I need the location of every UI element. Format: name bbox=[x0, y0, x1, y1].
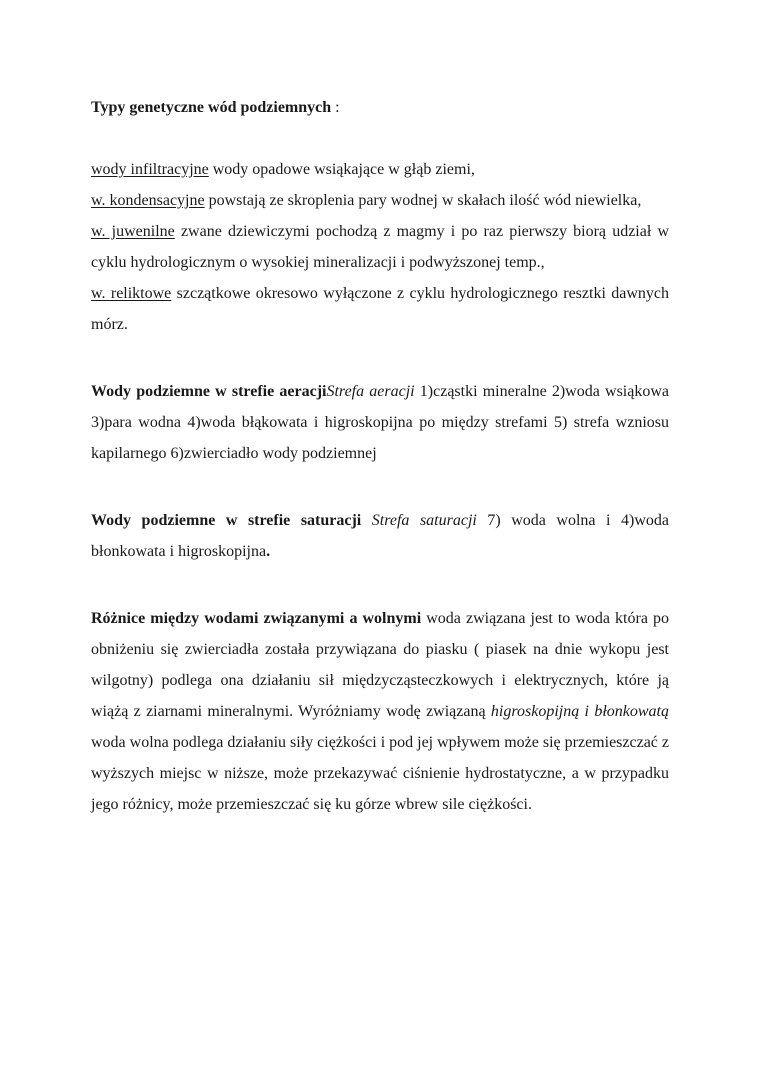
type-desc: powstają ze skroplenia pary wodnej w skałach ilość wód niewielka, bbox=[204, 192, 642, 209]
section-heading bbox=[91, 92, 669, 123]
heading-title: Typy genetyczne wód podziemnych bbox=[91, 99, 332, 116]
type-desc: zwane dziewiczymi pochodzą z magmy i po raz pierwszy biorą udział w cyklu hydrologicznym o wysokiej mineralizacji i podwyższonej temp., bbox=[91, 223, 670, 271]
saturation-heading: Wody podziemne w strefie saturacji bbox=[91, 512, 362, 529]
saturation-paragraph bbox=[91, 505, 669, 567]
saturation-end: . bbox=[266, 543, 271, 560]
spacer bbox=[91, 340, 669, 376]
differences-heading: Różnice między wodami związanymi a wolnymi bbox=[91, 610, 422, 627]
type-term: wody infiltracyjne bbox=[91, 161, 209, 178]
differences-text-2: woda wolna podlega działaniu siły ciężkości i pod jej wpływem może się przemieszczać z wyższych miejsc w niższe, może przekazywać ciśnienie hydrostatyczne, a w przypadku jego różnicy, może przemieszczać się ku górze wbrew sile ciężkości. bbox=[91, 734, 670, 813]
genetic-types-list bbox=[91, 154, 669, 340]
spacer bbox=[91, 123, 669, 154]
type-desc: wody opadowe wsiąkające w głąb ziemi, bbox=[208, 161, 475, 178]
aeration-text: 1)cząstki mineralne 2)woda wsiąkowa 3)para wodna 4)woda błąkowata i higroskopijna po między strefami 5) strefa wzniosu kapilarnego 6)zwierciadło wody podziemnej bbox=[91, 383, 670, 462]
differences-italic: higroskopijną i błonkowatą bbox=[490, 703, 669, 720]
saturation-zone-label: Strefa saturacji bbox=[371, 512, 477, 529]
document-page bbox=[91, 92, 669, 820]
saturation-text: 7) woda wolna i 4)woda błonkowata i higroskopijna bbox=[91, 512, 669, 560]
heading-suffix: : bbox=[331, 99, 340, 116]
type-term: w. reliktowe bbox=[91, 285, 172, 302]
type-term: w. juwenilne bbox=[91, 223, 175, 240]
aeration-paragraph bbox=[91, 376, 669, 469]
spacer bbox=[91, 567, 669, 603]
differences-text-1: woda związana jest to woda która po obniżeniu się zwierciadła została przywiązana do piasku ( piasek na dnie wykopu jest wilgotny) podlega ona działaniu sił międzycząsteczkowych i elektrycznych, które ją wiążą z ziarnami mineralnymi. Wyróżniamy wodę związaną bbox=[91, 610, 670, 720]
differences-paragraph bbox=[91, 603, 669, 820]
spacer bbox=[91, 469, 669, 505]
aeration-zone-label: Strefa aeracji bbox=[326, 383, 415, 400]
type-term: w. kondensacyjne bbox=[91, 192, 205, 209]
type-desc: szczątkowe okresowo wyłączone z cyklu hydrologicznego resztki dawnych mórz. bbox=[91, 285, 670, 333]
aeration-heading: Wody podziemne w strefie aeracji bbox=[91, 383, 327, 400]
